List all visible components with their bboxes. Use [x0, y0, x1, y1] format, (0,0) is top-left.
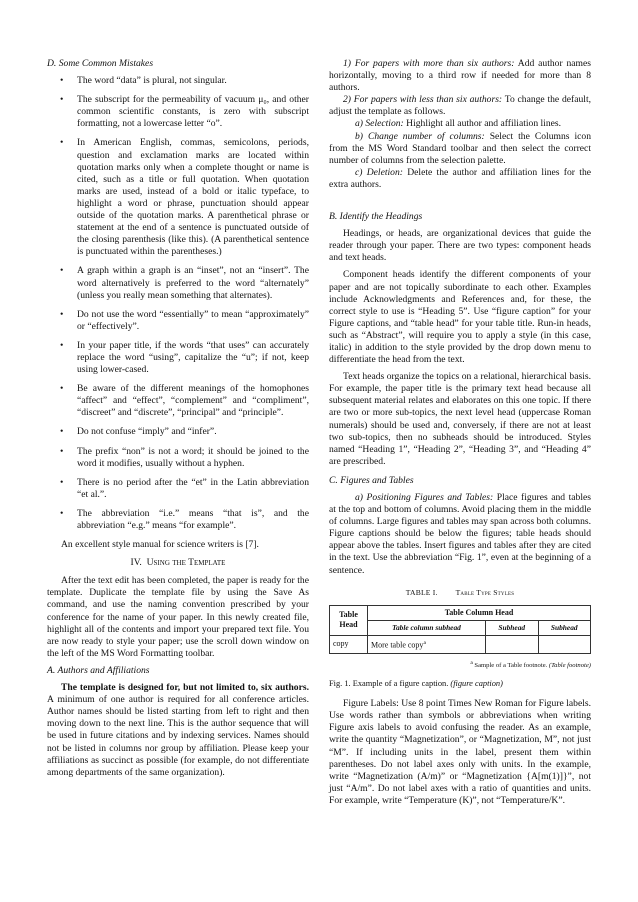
- deletion-paragraph: [329, 167, 591, 191]
- bullet-icon: •: [60, 137, 64, 149]
- sample-table: [329, 605, 591, 654]
- section-title: Using the Template: [146, 557, 226, 569]
- authors-text: A minimum of one author is required for all conference articles. Author names should be listed starting from left to right and then moving down to the next line. This is the author sequence that will be used in future citations and by indexing services. Names should not be listed in columns nor group by affiliation. Please keep your affiliations as succinct as possible (for example, do not differentiate among departments of the same organization).: [47, 694, 309, 778]
- bullet-icon: •: [60, 308, 64, 320]
- bullet-icon: •: [60, 75, 64, 87]
- list-item: • The prefix “non” is not a word; it should be joined to the word it modifies, usually without a hyphen.: [60, 445, 309, 469]
- template-paragraph: After the text edit has been completed, the paper is ready for the template. Duplicate the template file by using the Save As command, and use the naming convention prescribed by your conference for the name of your paper. In this newly created file, highlight all of the contents and import your prepared text file. You are now ready to style your paper; use the scroll down window on the left of the MS Word Formatting toolbar.: [47, 575, 309, 659]
- headings-paragraph-3: Text heads organize the topics on a relational, hierarchical basis. For example, the paper title is the primary text head because all subsequent material relates and elaborates on this one topic. If there are two or more sub-topics, the next level head (uppercase Roman numerals) should be used and, conversely, if there are not at least two sub-topics, then no subheads should be introduced. Styles named “Heading 1”, “Heading 2”, “Heading 3”, and “Heading 4” are prescribed.: [329, 371, 591, 467]
- bullet-icon: •: [60, 339, 64, 351]
- positioning-label: a) Positioning Figures and Tables:: [355, 492, 494, 503]
- table-footnote: $^a$ Sample of a Table footnote. (Table footnote): [470, 659, 591, 669]
- list-item: • In your paper title, if the words “that uses” can accurately replace the word “using”, capitalize the “u”; if not, keep using lower-cased.: [60, 339, 309, 376]
- mistakes-list: [47, 75, 309, 532]
- more-authors-paragraph: [329, 58, 591, 94]
- positioning-paragraph: [329, 492, 591, 577]
- section-number: IV.: [130, 557, 142, 569]
- deletion-text: Delete the author and affiliation lines for the extra authors.: [329, 166, 591, 190]
- subsection-heading-figures: C. Figures and Tables: [329, 474, 414, 486]
- list-item: • A graph within a graph is an “inset”, not an “insert”. The word alternatively is preferred to the word “alternately” (unless you really mean something that alternates).: [60, 265, 309, 301]
- list-item: • The subscript for the permeability of vacuum μ₀, and other common scientific constants, is zero with subscript formatting, not a lowercase letter “o”.: [60, 94, 309, 130]
- headings-paragraph-2: Component heads identify the different components of your paper and are not topically subordinate to each other. Examples include Acknowledgments and References and, for these, the correct style to use is “Heading 5”. Use “figure caption” for your Figure captions, and “table head” for your table title. Run-in heads, such as “Abstract”, will require you to apply a style (in this case, italic) in addition to the style provided by the drop down menu to differentiate the head from the text.: [329, 269, 591, 366]
- subsection-heading-authors: A. Authors and Affiliations: [47, 664, 150, 676]
- more-authors-text: Add author names horizontally, moving to a third row if needed for more than 8 authors.: [329, 58, 591, 94]
- bullet-icon: •: [60, 265, 64, 277]
- positioning-text: Place figures and tables at the top and bottom of columns. Avoid placing them in the middle of columns. Large figures and tables may span across both columns. Figure captions should be below the figures; table heads should appear above the tables. Insert figures and tables after they are cited in the text. Use the abbreviation “Fig. 1”, even at the beginning of a sentence.: [329, 492, 591, 576]
- change-columns-text: Select the Columns icon from the MS Word Standard toolbar and then select the correct number of columns from the selection palette.: [329, 130, 591, 166]
- table-caption: [329, 587, 591, 599]
- more-authors-label: 1) For papers with more than six authors:: [343, 58, 515, 69]
- change-columns-paragraph: [329, 131, 591, 167]
- figure-caption: Fig. 1. Example of a figure caption. (figure caption): [329, 679, 503, 689]
- deletion-label: c) Deletion:: [355, 166, 403, 178]
- right-column: [329, 58, 591, 807]
- less-authors-label: 2) For papers with less than six authors:: [343, 94, 503, 106]
- table-subhead-cell: Subhead: [486, 620, 539, 635]
- table-caption-number: TABLE I.: [405, 587, 438, 597]
- authors-bold-lead: The template is designed for, but not limited to, six authors.: [61, 682, 309, 694]
- style-manual-paragraph: An excellent style manual for science writers is [7].: [61, 539, 259, 551]
- table-row-label-cell: copy: [330, 635, 368, 653]
- section-heading-using-template: [47, 557, 309, 569]
- less-authors-paragraph: [329, 94, 591, 118]
- list-item: • There is no period after the “et” in the Latin abbreviation “et al.”.: [60, 476, 309, 500]
- table-subhead-cell: Subhead: [538, 620, 591, 635]
- subsection-heading-headings: B. Identify the Headings: [329, 211, 423, 223]
- bullet-icon: •: [60, 426, 64, 438]
- table-caption-title: Table Type Styles: [455, 587, 515, 597]
- list-item: • Do not confuse “imply” and “infer”.: [60, 426, 217, 438]
- selection-text: Highlight all author and affiliation lines.: [403, 118, 562, 130]
- bullet-icon: •: [60, 383, 64, 395]
- table-empty-cell: [486, 635, 539, 653]
- left-column: [47, 58, 309, 779]
- table-empty-cell: [538, 635, 591, 653]
- table-copy-cell: More table copy$^a$: [368, 635, 486, 653]
- less-authors-text: To change the default, adjust the template as follows.: [329, 94, 592, 118]
- table-column-head-cell: Table Column Head: [368, 605, 591, 620]
- bullet-icon: •: [60, 507, 64, 519]
- list-item: • The abbreviation “i.e.” means “that is”, and the abbreviation “e.g.” means “for example”.: [60, 507, 309, 531]
- bullet-icon: •: [60, 94, 64, 106]
- table-subhead-cell: Table column subhead: [368, 620, 486, 635]
- figure-labels-paragraph: Figure Labels: Use 8 point Times New Roman for Figure labels. Use words rather than symbols or abbreviations when writing Figure axis labels to avoid confusing the reader. As an example, write the quantity “Magnetization”, or “Magnetization, M”, not just “M”. If including units in the label, present them within parentheses. Do not label axes only with units. In the example, write “Magnetization (A/m)” or “Magnetization {A[m(1)]}”, not just “A/m”. Do not label axes with a ratio of quantities and units. For example, write “Temperature (K)”, not “Temperature/K”.: [329, 698, 591, 806]
- list-item: • Be aware of the different meanings of the homophones “affect” and “effect”, “complement” and “compliment”, “discreet” and “discrete”, “principal” and “principle”.: [60, 383, 309, 419]
- list-item: • The word “data” is plural, not singular.: [60, 75, 227, 87]
- headings-paragraph-1: Headings, or heads, are organizational devices that guide the reader through your paper. There are two types: component heads and text heads.: [329, 228, 591, 264]
- selection-paragraph: [329, 118, 591, 130]
- list-item: • In American English, commas, semicolons, periods, question and exclamation marks are located within quotation marks only when a complete thought or name is cited, such as a title or full quotation. When quotation marks are used, instead of a bold or italic typeface, to highlight a word or phrase, punctuation should appear outside of the quotation marks. A parenthetical phrase or statement at the end of a sentence is punctuated outside of the closing parenthesis (like this). (A parenthetical sentence is punctuated within the parentheses.): [60, 137, 309, 258]
- change-columns-label: b) Change number of columns:: [355, 130, 485, 142]
- authors-paragraph: [47, 682, 309, 779]
- selection-label: a) Selection:: [355, 118, 404, 130]
- list-item: • Do not use the word “essentially” to mean “approximately” or “effectively”.: [60, 308, 309, 332]
- bullet-icon: •: [60, 476, 64, 488]
- bullet-icon: •: [60, 445, 64, 457]
- subsection-heading-common-mistakes: D. Some Common Mistakes: [47, 58, 154, 69]
- table-head-cell: Table Head: [330, 605, 368, 635]
